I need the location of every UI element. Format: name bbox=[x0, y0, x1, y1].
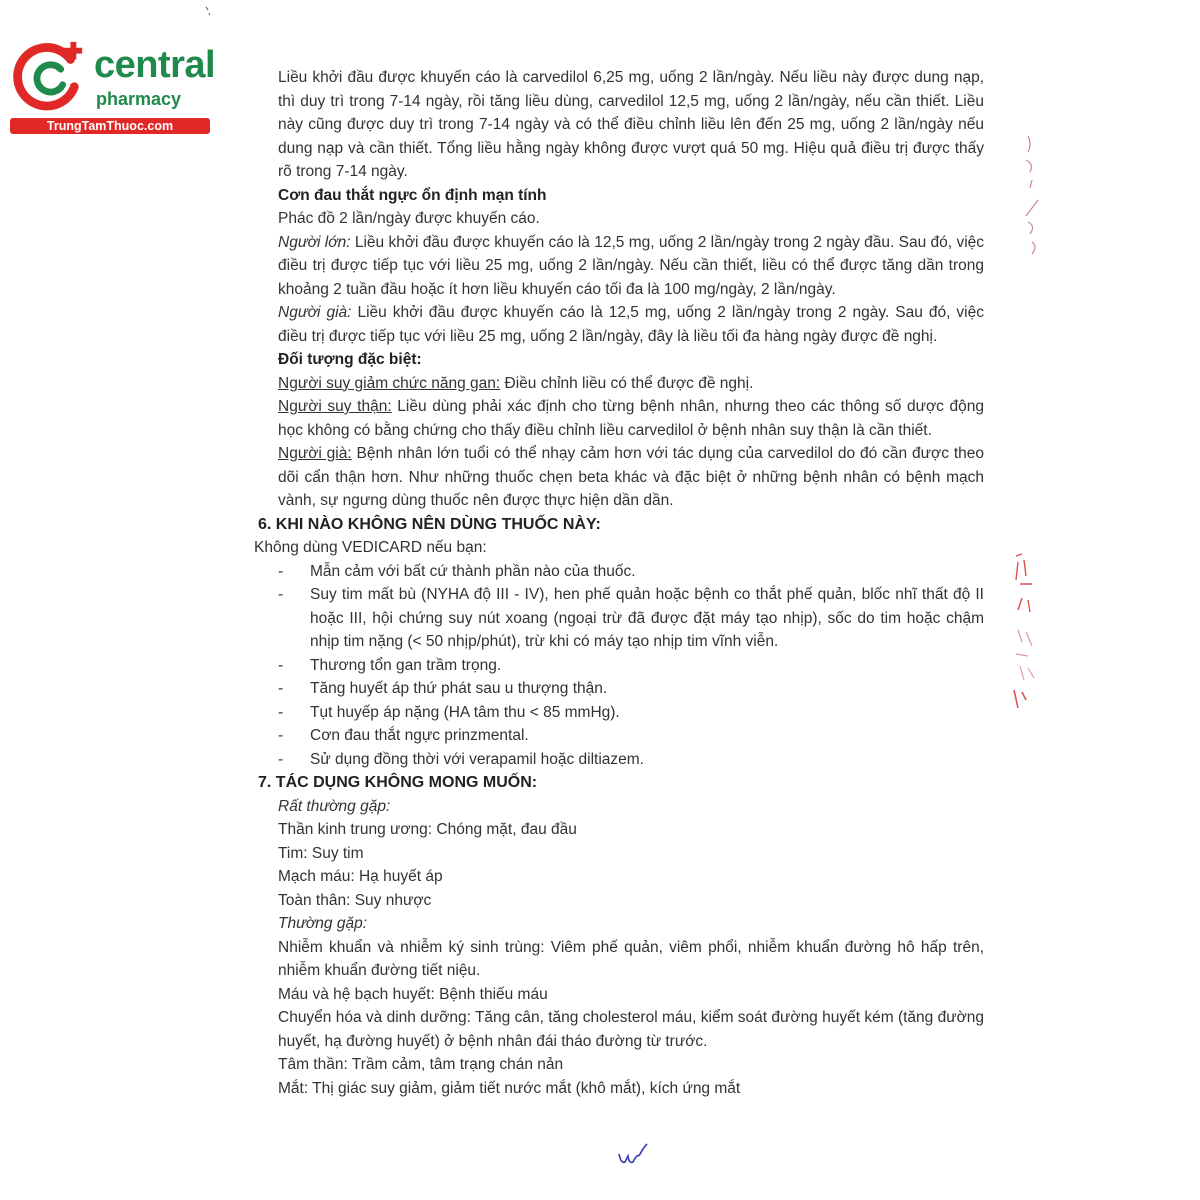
side-effect-line: Máu và hệ bạch huyết: Bệnh thiếu máu bbox=[278, 985, 548, 1003]
common-label: Thường gặp: bbox=[278, 915, 367, 932]
elderly-dosing bbox=[278, 301, 984, 348]
side-effect-line: Chuyển hóa và dinh dưỡng: Tăng cân, tăng cholesterol máu, kiểm soát đường huyết kém (tăng đường huyết, hạ đường huyết) ở bệnh nhân đái tháo đường từ trước. bbox=[278, 1009, 984, 1050]
special-heading: Đối tượng đặc biệt: bbox=[278, 351, 422, 368]
list-item: - Suy tim mất bù (NYHA độ III - IV), hen phế quản hoặc bệnh co thắt phế quản, blốc nhĩ thất độ II hoặc III, hội chứng suy nút xoang (ngoại trừ đã được đặt máy tạo nhịp), sốc do tim hoặc chậm nhịp tim nặng (< 50 nhịp/phút), trừ khi có máy tạo nhịp tim vĩnh viễn. bbox=[278, 586, 984, 650]
kidney-label: Người suy thận: bbox=[278, 398, 392, 415]
liver-note bbox=[278, 372, 984, 396]
side-effect-line: Nhiễm khuẩn và nhiễm ký sinh trùng: Viêm phế quản, viêm phổi, nhiễm khuẩn đường hô hấp trên, nhiễm khuẩn đường tiết niệu. bbox=[278, 938, 984, 979]
margin-stamp-mark bbox=[1018, 130, 1048, 270]
list-item: - Thương tổn gan trầm trọng. bbox=[278, 656, 502, 674]
side-effect-line: Mạch máu: Hạ huyết áp bbox=[278, 868, 443, 885]
angina-text: Phác đồ 2 lần/ngày được khuyến cáo. bbox=[278, 210, 540, 227]
side-effect-line: Toàn thân: Suy nhược bbox=[278, 891, 432, 909]
contraindication-list bbox=[278, 560, 984, 772]
section-6-lead: Không dùng VEDICARD nếu bạn: bbox=[254, 539, 487, 556]
central-pharmacy-logo[interactable] bbox=[10, 38, 215, 138]
side-effect-line: Tim: Suy tim bbox=[278, 844, 364, 862]
liver-label: Người suy giảm chức năng gan: bbox=[278, 374, 501, 392]
leaflet-content bbox=[254, 66, 985, 1100]
section-7-heading: 7. TÁC DỤNG KHÔNG MONG MUỐN: bbox=[258, 774, 538, 791]
pharmacy-cross-icon bbox=[10, 38, 88, 116]
kidney-note bbox=[278, 395, 984, 442]
elderly-text: Liều khởi đầu được khuyến cáo là 12,5 mg, uống 2 lần/ngày trong 2 ngày. Sau đó, việc điều trị được tiếp tục với liều 25 mg, uống 2 lần/ngày, đây là liều tối đa hàng ngày được đề nghị. bbox=[278, 304, 984, 345]
scan-mark-icon bbox=[205, 6, 211, 16]
list-item: - Cơn đau thắt ngực prinzmental. bbox=[278, 727, 529, 744]
brand-name: central bbox=[94, 44, 216, 86]
liver-text: Điều chỉnh liều có thể được đề nghị. bbox=[500, 374, 754, 392]
list-item: - Tăng huyết áp thứ phát sau u thượng thận. bbox=[278, 680, 608, 697]
side-effect-line: Thần kinh trung ương: Chóng mặt, đau đầu bbox=[278, 821, 577, 838]
red-seal-stamp bbox=[1012, 550, 1040, 710]
adult-dosing bbox=[278, 231, 984, 302]
dosing-intro: Liều khởi đầu được khuyến cáo là carvedilol 6,25 mg, uống 2 lần/ngày. Nếu liều này được dung nạp, thì duy trì trong 7-14 ngày, rồi tăng liều dùng, carvedilol 12,5 mg, uống 2 lần/ngày, nếu cần thiết. Liều này cũng được duy trì trong 7-14 ngày và có thể điều chỉnh liều lên đến 25 mg, uống 2 lần/ngày nếu dung nạp và cần thiết. Tổng liều hằng ngày không được vượt quá 50 mg. Hiệu quả điều trị được thấy rõ trong 7-14 ngày. bbox=[278, 69, 984, 180]
list-item: - Sử dụng đồng thời với verapamil hoặc diltiazem. bbox=[278, 750, 644, 768]
side-effect-line: Mắt: Thị giác suy giảm, giảm tiết nước mắt (khô mắt), kích ứng mắt bbox=[278, 1079, 741, 1097]
elderly-label: Người già: bbox=[278, 304, 352, 321]
brand-subtitle: pharmacy bbox=[96, 89, 182, 109]
angina-heading: Cơn đau thắt ngực ổn định mạn tính bbox=[278, 186, 547, 204]
old-label: Người già: bbox=[278, 445, 352, 462]
list-item: - Mẫn cảm với bất cứ thành phần nào của thuốc. bbox=[278, 562, 636, 580]
adult-text: Liều khởi đầu được khuyến cáo là 12,5 mg, uống 2 lần/ngày trong 2 ngày đầu. Sau đó, việc điều trị được tiếp tục với liều 25 mg, uống 2 lần/ngày. Nếu cần thiết, liều có thể được tăng dần trong khoảng 2 tuần đầu hoặc ít hơn liều khuyến cáo tối đa là 100 mg/ngày, 2 lần/ngày. bbox=[278, 233, 985, 298]
brand-url[interactable]: TrungTamThuoc.com bbox=[10, 118, 210, 134]
adult-label: Người lớn: bbox=[278, 233, 351, 251]
old-text: Bệnh nhân lớn tuổi có thể nhạy cảm hơn với tác dụng của carvedilol do đó cần được theo dõi cẩn thận hơn. Như những thuốc chẹn beta khác và đặc biệt ở những bệnh nhân có bệnh mạch vành, sự ngưng dùng thuốc nên được thực hiện dần dần. bbox=[278, 445, 984, 509]
old-note bbox=[278, 442, 984, 513]
section-6-heading: 6. KHI NÀO KHÔNG NÊN DÙNG THUỐC NÀY: bbox=[258, 515, 601, 533]
kidney-text: Liều dùng phải xác định cho từng bệnh nhân, nhưng theo các thông số dược động học không có bằng chứng cho thấy điều chỉnh liều carvedilol ở bệnh nhân suy thận là cần thiết. bbox=[278, 398, 984, 439]
side-effect-line: Tâm thần: Trầm cảm, tâm trạng chán nản bbox=[278, 1056, 564, 1073]
very-common-label: Rất thường gặp: bbox=[278, 797, 391, 815]
handwritten-initial bbox=[615, 1140, 655, 1176]
list-item: - Tụt huyếp áp nặng (HA tâm thu < 85 mmHg). bbox=[278, 703, 620, 721]
